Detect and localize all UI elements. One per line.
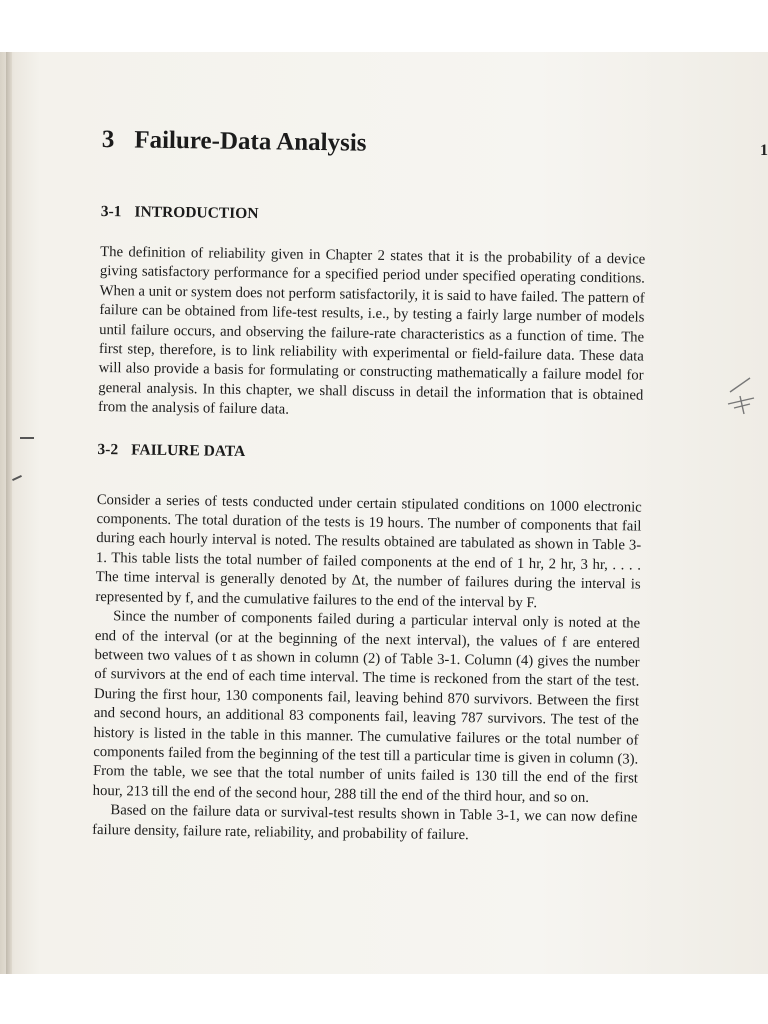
- section-number: 3-1: [100, 202, 122, 221]
- chapter-title-text: Failure-Data Analysis: [134, 126, 367, 157]
- failure-data-paragraph-1: Consider a series of tests conducted under certain stipulated conditions on 1000 electronic components. The total duration of the tests is 19 hours. The number of components that fail during each hourly interval is noted. The results obtained are tabulated as shown in Table 3-1. This table lists the total number of failed components at the end of 1 hr, 2 hr, 3 hr, . . . . The time interval is generally denoted by Δt, the number of failures during the interval is represented by f, and the cumulative failures to the end of the interval by F.: [95, 491, 642, 611]
- book-page: [0, 52, 768, 974]
- left-edge-tick: [20, 437, 34, 439]
- section-number: 3-2: [97, 440, 119, 458]
- adjacent-page-character: 1: [760, 142, 768, 159]
- page-content: [92, 126, 647, 848]
- failure-data-paragraph-3: Based on the failure data or survival-test results shown in Table 3-1, we can now define failure density, failure rate, reliability, and probability of failure.: [92, 802, 638, 843]
- left-edge-tick: [12, 475, 22, 481]
- chapter-title: [102, 126, 647, 162]
- page-binding-fold: [6, 52, 12, 974]
- section-title: INTRODUCTION: [134, 203, 259, 223]
- section-heading-introduction: [101, 203, 646, 229]
- section-heading-failure-data: [97, 441, 642, 467]
- section-title: FAILURE DATA: [131, 441, 246, 460]
- handwritten-check-mark: [724, 374, 764, 424]
- chapter-number: 3: [101, 126, 115, 154]
- failure-data-paragraph-2: Since the number of components failed during a particular interval only is noted at the end of the interval (or at the beginning of the next interval), the values of f are entered between two values of t as shown in column (2) of Table 3-1. Column (4) gives the number of survivors at the end of each time interval. The time is reckoned from the start of the test. During the first hour, 130 components fail, leaving behind 870 survivors. Between the first and second hours, an additional 83 components fail, leaving 787 survivors. The test of the history is listed in the table in this manner. The cumulative failures or the total number of components failed from the beginning of the test till a particular time is given in column (3). From the table, we see that the total number of units failed is 130 till the end of the first hour, 213 till the end of the second hour, 288 till the end of the third hour, and so on.: [92, 608, 641, 806]
- introduction-paragraph: The definition of reliability given in Chapter 2 states that it is the probability of a device giving satisfactory performance for a specified period under specified operating conditions. When a unit or system does not perform satisfactorily, it is said to have failed. The pattern of failure can be obtained from life-test results, i.e., by testing a fairly large number of models until failure occurs, and observing the failure-rate characteristics as a function of time. The first step, therefore, is to link reliability with experimental or field-failure data. These data will also provide a basis for formulating or constructing mathematically a failure model for general analysis. In this chapter, we shall discuss in detail the information that is obtained from the analysis of failure data.: [97, 243, 646, 418]
